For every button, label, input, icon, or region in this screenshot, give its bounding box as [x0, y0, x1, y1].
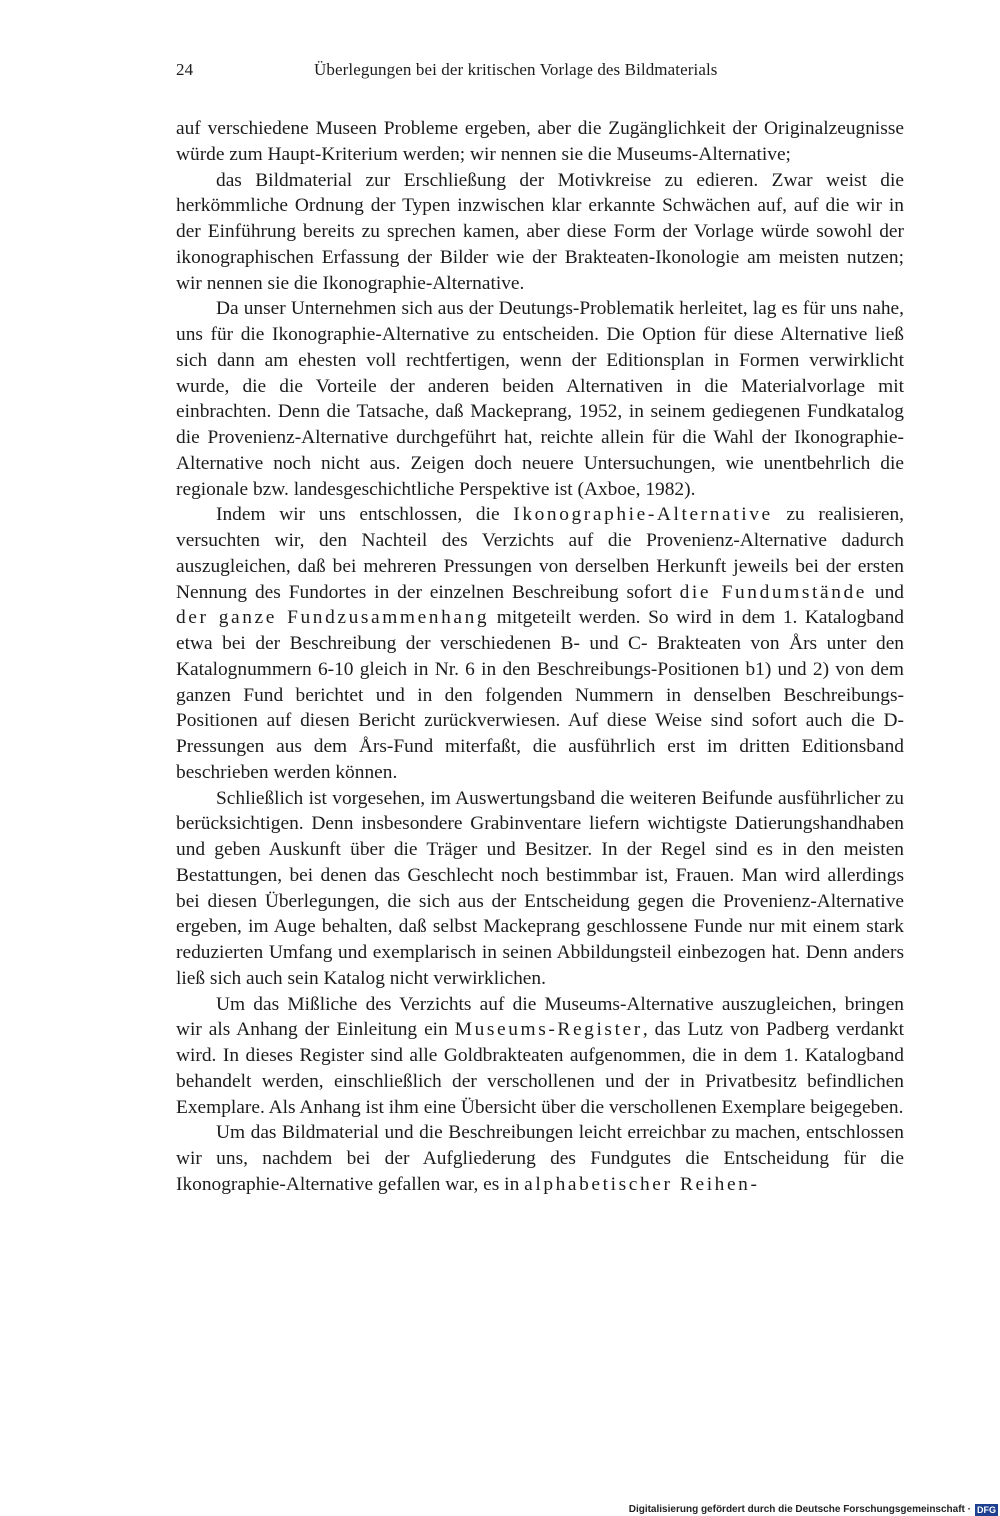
spaced-emphasis: alphabetischer Reihen-: [524, 1173, 760, 1195]
paragraph: Um das Bildmaterial und die Beschreibungen leicht erreichbar zu machen, entschlossen wir uns, nachdem bei der Aufgliederung des Fundgutes die Entscheidung für die Ikonographie-Alternative gefallen war, es in alphabetischer Reihen-: [176, 1122, 904, 1195]
digitization-credit: [604, 1503, 998, 1516]
spaced-emphasis: der ganze Fundzusammenhang: [176, 607, 490, 629]
paragraph: Indem wir uns entschlossen, die Ikonographie-Alternative zu realisieren, versuchten wir, den Nachteil des Verzichts auf die Provenienz-Alternative dadurch auszugleichen, daß bei mehreren Pressungen von derselben Herkunft jeweils bei der ersten Nennung des Fundortes in der einzelnen Beschreibung sofort die Fundumstände und der ganze Fundzusammenhang mitgeteilt werden. So wird in dem 1. Katalogband etwa bei der Beschreibung der verschiedenen B- und C- Brakteaten von Års unter den Katalognummern 6-10 gleich in Nr. 6 in den Beschreibungs-Positionen b1) und 2) von dem ganzen Fund berichtet und in den folgenden Nummern in denselben Beschreibungs-Positionen auf diesen Bericht zurückverwiesen. Auf diese Weise sind sofort auch die D-Pressungen aus dem Års-Fund miterfaßt, die ausführlich erst im dritten Editionsband beschrieben werden können.: [176, 504, 905, 783]
credit-text: Digitalisierung gefördert durch die Deutsche Forschungsgemeinschaft ·: [628, 1504, 971, 1515]
spaced-emphasis: Museums-Register: [454, 1019, 643, 1041]
running-title: Überlegungen bei der kritischen Vorlage des Bildmaterials: [314, 60, 718, 79]
paragraph: Um das Mißliche des Verzichts auf die Museums-Alternative auszugleichen, bringen wir als Anhang der Einleitung ein Museums-Register, das Lutz von Padberg verdankt wird. In dieses Register sind alle Goldbrakteaten aufgenommen, die in dem 1. Katalogband behandelt werden, einschließlich der verschollenen und der in Privatbesitz befindlichen Exemplare. Als Anhang ist ihm eine Übersicht über die verschollenen Exemplare beigegeben.: [176, 993, 904, 1118]
body-text: [176, 116, 904, 1198]
spaced-emphasis: die Fundumstände: [679, 581, 868, 603]
spaced-emphasis: Ikonographie-Alternative: [513, 504, 773, 526]
dfg-logo: DFG: [977, 1504, 996, 1515]
paragraph-continuation: auf verschiedene Museen Probleme ergeben, aber die Zugänglichkeit der Originalzeugnisse würde zum Haupt-Kriterium werden; wir nennen sie die Museums-Alternative;: [176, 118, 904, 165]
paragraph: Da unser Unternehmen sich aus der Deutungs-Problematik herleitet, lag es für uns nahe, uns für die Ikonographie-Alternative zu entscheiden. Die Option für diese Alternative ließ sich dann am ehesten voll rechtfertigen, wenn der Editionsplan in Formen verwirklicht wurde, die die Vorteile der anderen beiden Alternativen in die Materialvorlage mit einbrachten. Denn die Tatsache, daß Mackeprang, 1952, in seinem gediegenen Fundkatalog die Provenienz-Alternative durchgeführt hat, reichte allein für die Wahl der Ikonographie-Alternative noch nicht aus. Zeigen doch neuere Untersuchungen, wie unentbehrlich die regionale bzw. landesgeschichtliche Perspektive ist (Axboe, 1982).: [176, 298, 904, 500]
paragraph: das Bildmaterial zur Erschließung der Motivkreise zu edieren. Zwar weist die herkömmliche Ordnung der Typen inzwischen klar erkannte Schwächen auf, auf die wir in der Einführung bereits zu sprechen kamen, aber diese Form der Vorlage würde sowohl der ikonographischen Erfassung der Bilder wie der Brakteaten-Ikonologie am meisten nutzen; wir nennen sie die Ikonographie-Alternative.: [176, 169, 904, 294]
page-number: 24: [176, 60, 194, 79]
page-header: [176, 60, 904, 86]
paragraph: Schließlich ist vorgesehen, im Auswertungsband die weiteren Beifunde ausführlicher zu berücksichtigen. Denn insbesondere Grabinventare liefern wichtigste Datierungshandhaben und geben Auskunft über die Träger und Besitzer. In der Regel sind es in den meisten Bestattungen, bei denen das Geschlecht noch bestimmbar ist, Frauen. Man wird allerdings bei diesen Überlegungen, die sich aus der Entscheidung gegen die Provenienz-Alternative ergeben, im Auge behalten, daß selbst Mackeprang geschlossene Funde nur mit einem stark reduzierten Umfang und exemplarisch in seinen Abbildungsteil einbezogen hat. Denn anders ließ sich auch sein Katalog nicht verwirklichen.: [176, 787, 904, 989]
